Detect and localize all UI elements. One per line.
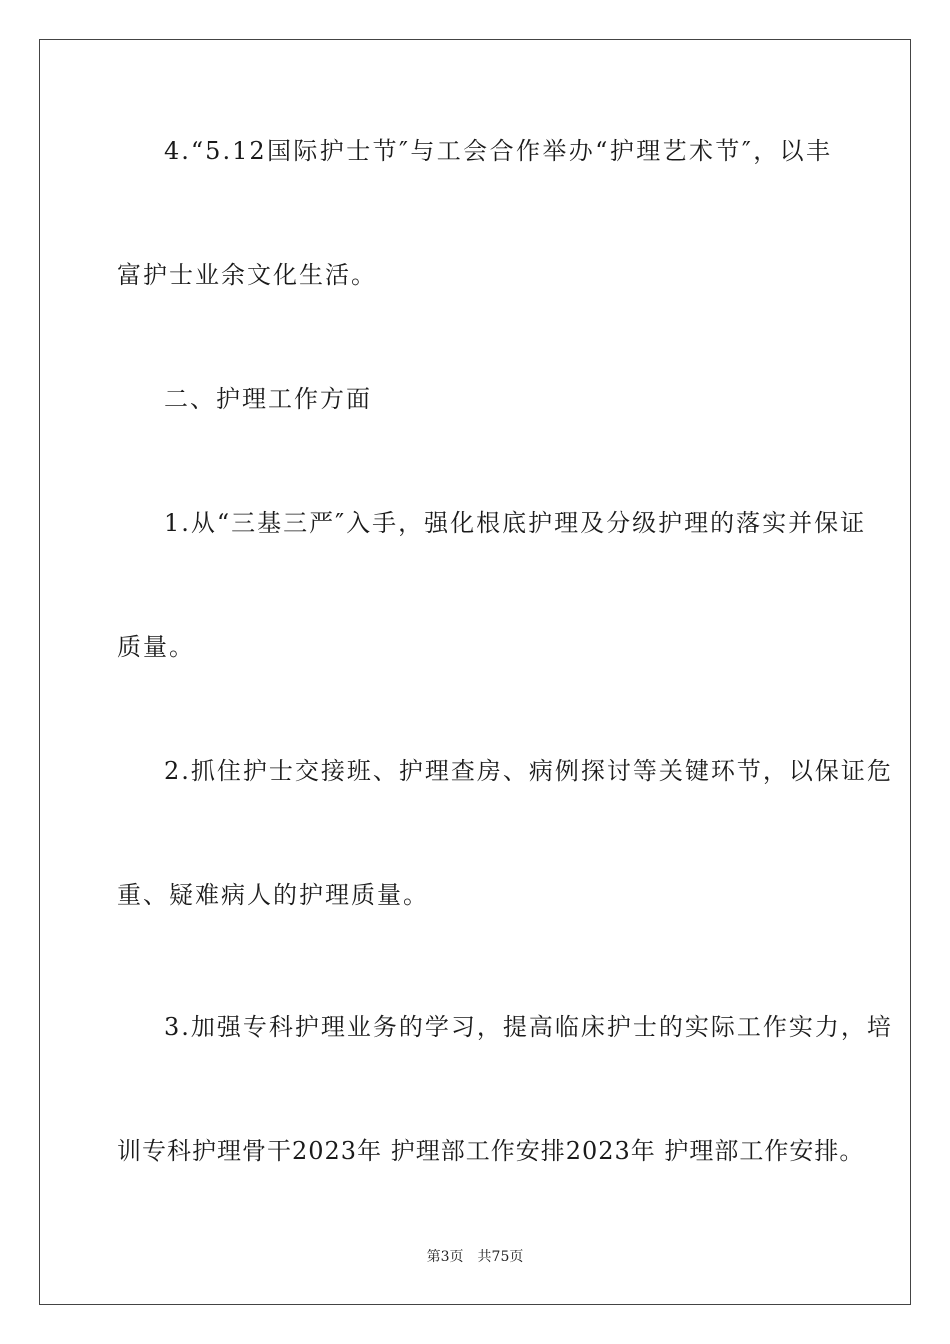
paragraph-4-line-2: 富护士业余文化生活。 (117, 261, 377, 289)
paragraph-1-line-2: 质量。 (117, 633, 195, 661)
paragraph-3-line-1: 3.加强专科护理业务的学习，提高临床护士的实际工作实力，培 (164, 1013, 893, 1041)
page-footer: 第3页 共75页 (426, 1249, 524, 1265)
paragraph-3-line-2: 训专科护理骨干2023年 护理部工作安排2023年 护理部工作安排。 (117, 1137, 865, 1165)
page-border (39, 39, 911, 1305)
section-heading: 二、护理工作方面 (164, 385, 372, 413)
paragraph-2-line-1: 2.抓住护士交接班、护理查房、病例探讨等关键环节，以保证危 (164, 757, 893, 785)
paragraph-1-line-1: 1.从“三基三严″入手，强化根底护理及分级护理的落实并保证 (164, 509, 867, 537)
paragraph-2-line-2: 重、疑难病人的护理质量。 (117, 881, 429, 909)
paragraph-4-line-1: 4.“5.12国际护士节″与工会合作举办“护理艺术节″，以丰 (164, 137, 832, 165)
